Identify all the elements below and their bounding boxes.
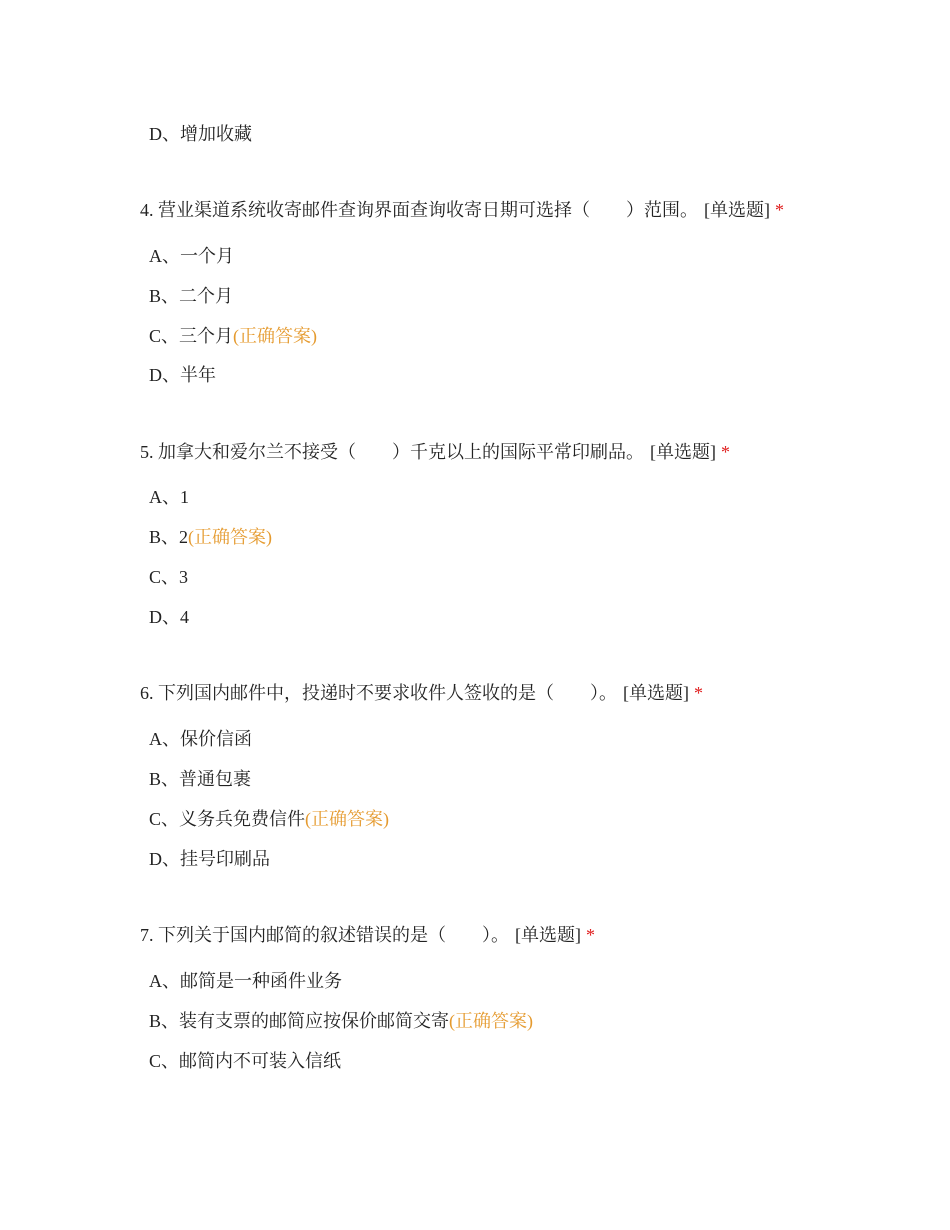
correct-answer-badge: (正确答案)	[449, 1011, 534, 1031]
required-mark: *	[775, 200, 784, 220]
option-label: D、挂号印刷品	[149, 849, 270, 869]
option-label: B、装有支票的邮简应按保价邮简交寄	[149, 1011, 450, 1031]
question-7-title	[140, 923, 595, 947]
option-q6-c	[149, 807, 389, 831]
option-q5-b	[149, 525, 272, 549]
required-mark: *	[694, 683, 703, 703]
correct-answer-badge: (正确答案)	[233, 326, 318, 346]
question-type-tag: [单选题]	[650, 442, 716, 462]
option-label: D、4	[149, 607, 189, 627]
option-label: A、保价信函	[149, 729, 252, 749]
option-label: A、邮简是一种函件业务	[149, 971, 342, 991]
option-q7-c	[149, 1049, 341, 1073]
required-mark: *	[721, 442, 730, 462]
question-type-tag: [单选题]	[623, 683, 689, 703]
option-q5-c	[149, 565, 188, 589]
option-label: C、邮简内不可装入信纸	[149, 1051, 342, 1071]
option-q4-d	[149, 363, 216, 387]
option-label: C、义务兵免费信件	[149, 809, 306, 829]
question-type-tag: [单选题]	[515, 925, 581, 945]
option-label: A、一个月	[149, 246, 234, 266]
option-label: B、二个月	[149, 286, 234, 306]
option-q3-d	[149, 122, 252, 146]
correct-answer-badge: (正确答案)	[188, 527, 273, 547]
option-q7-a	[149, 969, 342, 993]
question-text: 4. 营业渠道系统收寄邮件查询界面查询收寄日期可选择（ ）范围。	[140, 200, 698, 220]
option-label: B、普通包裹	[149, 769, 252, 789]
correct-answer-badge: (正确答案)	[305, 809, 390, 829]
option-label: C、3	[149, 567, 189, 587]
question-5-title	[140, 440, 730, 464]
option-label: B、2	[149, 527, 189, 547]
option-label: D、半年	[149, 365, 216, 385]
option-q4-a	[149, 244, 234, 268]
option-q7-b	[149, 1009, 533, 1033]
question-type-tag: [单选题]	[704, 200, 770, 220]
question-text: 5. 加拿大和爱尔兰不接受（ ）千克以上的国际平常印刷品。	[140, 442, 644, 462]
option-label: C、三个月	[149, 326, 234, 346]
question-text: 7. 下列关于国内邮简的叙述错误的是（ ）。	[140, 925, 509, 945]
question-4-title	[140, 198, 784, 222]
option-q6-d	[149, 847, 270, 871]
option-q4-c	[149, 324, 317, 348]
question-text: 6. 下列国内邮件中，投递时不要求收件人签收的是（ ）。	[140, 683, 617, 703]
question-6-title	[140, 681, 703, 705]
option-q5-d	[149, 605, 189, 629]
option-label: A、1	[149, 487, 189, 507]
option-q6-b	[149, 767, 251, 791]
required-mark: *	[586, 925, 595, 945]
option-q5-a	[149, 485, 189, 509]
option-q6-a	[149, 727, 252, 751]
option-label: D、增加收藏	[149, 124, 252, 144]
option-q4-b	[149, 284, 233, 308]
